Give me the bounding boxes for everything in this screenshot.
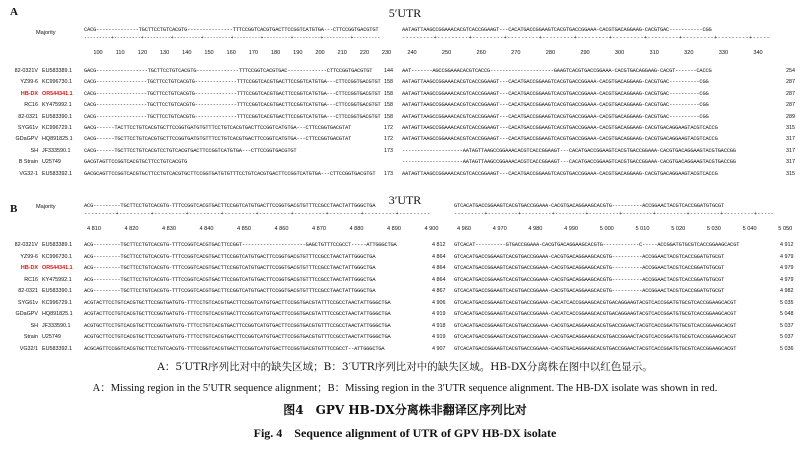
left-sequence: ACGTACTTCCTGTCACGTGCTTCCGGTGATGTG-TTTCCTGTCACGTGACTTCCGGTCATGTGACTTCCGGTGACGTATTTCCGCCTAACTATTGGGCTGA [84, 311, 391, 318]
strain-name: HB-DX [20, 90, 38, 97]
strain-name: SYG61v [17, 124, 38, 131]
strain-name: VG32-1 [19, 170, 38, 177]
alignment-row [0, 298, 810, 310]
left-end-position: 172 [384, 124, 393, 131]
ruler-label: 260 [476, 50, 486, 56]
left-end-position: 173 [384, 147, 393, 154]
left-end-position: 4 919 [432, 311, 446, 318]
right-sequence: --------------------AATAGTTAAGCCGGAAACACGTCACCGGAAGT---CACATGACCGGAAGTCACGTGACCGGAAA-CACGTGACAGGAAGTACGTGACCGG [402, 147, 736, 154]
ruler-label: 140 [182, 50, 192, 56]
ruler-label: 4 880 [349, 226, 364, 232]
right-end-position: 254 [786, 68, 795, 74]
left-sequence: ACGTGCTTCCTGTCACGTGCTTCCGGTGATGTG-TTTCCTGTCACGTGACTTCCGGTCATGTGACTTCCGGTGACGTGTTTCCGCCTAACTATTGGGCTGA [84, 334, 391, 341]
left-end-position: 4 907 [432, 345, 446, 352]
left-sequence: GACG------TACTTCCTGTCACGTGCTTCCGGTGATGTGTTTCCTGTCACGTGACTTCCGGTCATGTGA---CTTCCGGTGACGTAT [84, 124, 352, 131]
left-sequence: ACG---------TGCTTCCTGTCACGTG-TTTCCGGTCACGTGACTTCCGGTCATGTGACTTCCGGTGACGTGTTTCCGCCTAACTATTGGGCTGA [84, 253, 376, 260]
accession-number: KC996729.1 [42, 124, 72, 131]
strain-name: B Strain [18, 159, 38, 166]
left-end-position: 158 [384, 79, 393, 86]
right-end-position: 289 [786, 113, 795, 120]
panel-a-right-majority: AATAGTTAAGCCGGAAACACGTCACCGGAAGT---CACATGACCGGAAGTCACGTGACCGGAAA-CACGTGACAGGAAG-CACGTGAC-----------CGG [402, 27, 712, 33]
alignment-row [0, 332, 810, 344]
accession-number: U25749 [42, 334, 61, 341]
left-end-position: 173 [384, 170, 393, 177]
accession-number: OR544341.1 [42, 90, 73, 97]
right-sequence: AATAGTTAAGCCGGAAACACGTCACCGGAAGT---CACATGACCGGAAGTCACGTGACCGGAAA-CACGTGACAGGAAG-CACGTGAC----------CGG [402, 79, 709, 86]
ruler-label: 160 [226, 50, 236, 56]
left-sequence: ACGCAGTTCCGGTCACGTGCTTCCTGTCACGTG-TTTCCGGTCACGTGACTTCCGGTCATGTGACTTCCGGTGACGTGTTTCCGCCT--ATTGGGCTGA [84, 345, 385, 352]
ruler-label: 4 960 [457, 226, 471, 232]
ruler-label: 280 [545, 50, 556, 56]
accession-number: EU583389.1 [42, 68, 72, 74]
accession-number: KY475992.1 [42, 102, 72, 109]
ruler-label: 270 [511, 50, 521, 56]
right-sequence: AATAGTTAAGCCGGAAACACGTCACCGGAAGT---CACATGACCGGAAGTCACGTGACCGGAAA-CACGTGACAGGAAG-CACGTGACAGGAAGTACGTCACCG [402, 170, 718, 177]
right-end-position: 287 [786, 90, 795, 97]
right-end-position: 4 982 [780, 288, 794, 295]
left-sequence: ACG---------TGCTTCCTGTCACGTG-TTTCCGGTCACGTGACTTCCGGTCATGTGACTTCCGGTGACGTGTTTCCGCCTAACTATTGGGCTGA [84, 276, 376, 283]
panel-b-alignment [0, 240, 810, 355]
strain-name: 82-0321V [14, 68, 38, 74]
panel-a-left-ruler-ticks: ---------+---------+---------+---------+---------+---------+---------+---------+---------+--------- [84, 34, 381, 41]
strain-name: VG32/1 [19, 345, 38, 352]
alignment-row [0, 309, 810, 321]
left-end-position: 144 [384, 68, 393, 74]
panel-a-majority-label: Majority [36, 30, 56, 36]
left-sequence: CACG------TGCTTCCTGTCACGTGCTTCCGGTGATGTGTTTCCTGTCACGTGACTTCCGGTCATGTGA---CTTCCGGTGACGTAT [84, 136, 352, 143]
right-sequence: GTCACATGACCGGAAGTCACGTGACCGGAAA-CACGTGACAGGAAGCACGTG----------ACCGGAACTACGTCACCGGATGTGCGT [454, 265, 725, 272]
alignment-row [0, 263, 810, 275]
left-sequence: ACG---------TGCTTCCTGTCACGTG-TTTCCGGTCACGTGACTTCCGGT---------------------GAGCTGTTTCCGCCT-----ATTGGGCTGA [84, 242, 397, 248]
left-sequence: GACG-----------------TGCTTCCTGTCACGTG--------------TTTCCGGTCACGTGAC-------------CTTCCGGTGACGTGT [84, 68, 373, 74]
accession-number: HQ891825.1 [42, 311, 73, 318]
accession-number: JF333590.1 [42, 322, 71, 329]
ruler-label: 170 [248, 50, 259, 56]
right-sequence: GTCACATGACCGGAAGTCACGTGACCGGAAA-CACGTGACAGGAAGCACGTGACCGGAACTACGTCACCGGATGTGCGTCACCGGAAGCACGT [454, 345, 737, 352]
ruler-label: 100 [93, 50, 103, 56]
figure-title-zh: 图4 GPV HB-DX分离株非翻译区序列比对 [283, 403, 527, 417]
ruler-label: 300 [614, 50, 625, 56]
ruler-label: 180 [270, 50, 281, 56]
left-end-position: 172 [384, 136, 393, 143]
strain-name: Strain [23, 334, 38, 341]
right-end-position: 287 [786, 102, 795, 109]
right-end-position: 5 036 [780, 345, 794, 352]
strain-name: YZ99-6 [20, 253, 38, 260]
panel-a-right-ruler [0, 50, 810, 60]
right-end-position: 317 [786, 147, 795, 154]
ruler-label: 110 [115, 50, 125, 56]
ruler-label: 220 [359, 50, 370, 56]
right-sequence: AATAGTTAAGCCGGAAACACGTCACCGGAAGT---CACATGACCGGAAGTCACGTGACCGGAAA-CACGTGACAGGAAG-CACGTGACAGGAAGTACGTCACCG [402, 124, 718, 131]
accession-number: JF333590.1 [42, 147, 71, 154]
ruler-label: 240 [407, 50, 417, 56]
panel-b-title: 3′UTR [388, 193, 422, 207]
alignment-row [0, 344, 810, 356]
left-end-position: 4 906 [432, 299, 446, 306]
left-end-position: 158 [384, 102, 393, 109]
accession-number: EU583389.1 [42, 242, 72, 248]
alignment-row [0, 321, 810, 333]
ruler-label: 5 040 [742, 226, 757, 232]
strain-name: RC16 [24, 276, 38, 283]
strain-name: SH [30, 147, 38, 154]
figure-title-en: Fig. 4 Sequence alignment of UTR of GPV HB-DX isolate [253, 426, 557, 440]
strain-name: GDaGPV [15, 311, 38, 318]
left-sequence: ACG---------TGCTTCCTGTCACGTG-TTTCCGGTCACGTGACTTCCGGTCATGTGACTTCCGGTGACGTGTTTCCGCCTAACTATTGGGCTGA [84, 288, 376, 295]
ruler-label: 4 850 [237, 226, 251, 232]
ruler-label: 310 [649, 50, 659, 56]
strain-name: 82-0321V [14, 242, 38, 248]
ruler-label: 4 860 [274, 226, 289, 232]
accession-number: KC996730.1 [42, 253, 72, 260]
strain-name: SYG61v [17, 299, 38, 306]
accession-number: EU583390.1 [42, 288, 72, 295]
ruler-label: 4 890 [387, 226, 401, 232]
accession-number: KC996730.1 [42, 79, 72, 86]
left-end-position: 4 864 [432, 265, 446, 272]
ruler-label: 4 830 [162, 226, 176, 232]
accession-number: U25749 [42, 159, 61, 166]
accession-number: EU583392.1 [42, 345, 72, 352]
left-end-position: 4 812 [432, 242, 446, 248]
ruler-label: 250 [441, 50, 452, 56]
ruler-label: 190 [293, 50, 303, 56]
alignment-row [0, 89, 810, 100]
panel-b-right-ruler-ticks: ---------+---------+---------+---------+---------+---------+---------+---------+---------+----- [454, 210, 775, 217]
caption-zh-legend: A：5′UTR序列比对中的缺失区域；B：3′UTR序列比对中的缺失区域。HB-DX分离株在图中以红色显示。 [157, 361, 653, 373]
right-sequence: GTCACAT----------GTGACCGGAAA-CACGTGACAGGAAGCACGTG------------C-----ACCGGATGTGCGTCACCGGAAGCACGT [454, 242, 740, 248]
left-sequence: ACGTACTTCCTGTCACGTGCTTCCGGTGATGTG-TTTCCTGTCACGTGACTTCCGGTCATGTGACTTCCGGTGACGTATTTCCGCCTAACTATTGGGCTGA [84, 299, 391, 306]
strain-name: SH [30, 322, 38, 329]
ruler-label: 150 [204, 50, 214, 56]
alignment-row [0, 112, 810, 123]
left-end-position: 4 864 [432, 253, 446, 260]
right-end-position: 5 048 [780, 311, 794, 318]
right-sequence: AATAGTTAAGCCGGAAACACGTCACCGGAAGT---CACATGACCGGAAGTCACGTGACCGGAAA-CACGTGACAGGAAG-CACGTGACAGGAAGTACGTCACCG [402, 136, 718, 143]
panel-a-letter: A [10, 6, 18, 18]
panel-b-left-ruler-ticks: ---------+---------+---------+---------+---------+---------+---------+---------+---------+--------- [84, 210, 431, 217]
right-sequence: AATAGTTAAGCCGGAAACACGTCACCGGAAGT---CACATGACCGGAAGTCACGTGACCGGAAA-CACGTGACAGGAAG-CACGTGAC----------CGG [402, 113, 709, 120]
right-sequence: GTCACATGACCGGAAGTCACGTGACCGGAAA-CACGTGACAGGAAGCACGTG----------ACCGGAACTACGTCACCGGATGTGCGT [454, 253, 725, 260]
left-sequence: ACG---------TGCTTCCTGTCACGTG-TTTCCGGTCACGTGACTTCCGGTCATGTGACTTCCGGTGACGTGTTTCCGCCTAACTATTGGGCTGA [84, 265, 376, 272]
left-end-position: 158 [384, 113, 393, 120]
accession-number: HQ891825.1 [42, 136, 73, 143]
right-end-position: 5 035 [780, 299, 794, 306]
right-sequence: AATAGTTAAGCCGGAAACACGTCACCGGAAGT---CACATGACCGGAAGTCACGTGACCGGAAA-CACGTGACAGGAAG-CACGTGAC----------CGG [402, 102, 709, 109]
left-end-position: 4 867 [432, 288, 446, 295]
ruler-label: 130 [159, 50, 170, 56]
panel-a-title: 5′UTR [388, 6, 422, 20]
ruler-label: 4 870 [312, 226, 326, 232]
alignment-row [0, 157, 810, 168]
right-end-position: 5 037 [780, 322, 794, 329]
strain-name: 82-0321 [18, 113, 38, 120]
left-sequence: CACG-----------------TGCTTCCTGTCACGTG--------------TTTCCGGTCACGTGACTTCCGGTCATGTGA---CTTCCGGTGACGTGT [84, 102, 381, 109]
panel-a-alignment [0, 66, 810, 180]
alignment-row [0, 146, 810, 157]
ruler-label: 120 [137, 50, 148, 56]
right-end-position: 4 979 [780, 265, 794, 272]
accession-number: EU583390.1 [42, 113, 72, 120]
ruler-label: 5 010 [635, 226, 650, 232]
ruler-label: 4 840 [199, 226, 214, 232]
right-sequence: GTCACATGACCGGAAGTCACGTGACCGGAAA-CACGTGACAGGAAGCACGTGACCGGAACTACGTCACCGGATGTGCGTCACCGGAAGCACGT [454, 334, 737, 341]
left-sequence: GACGCAGTTCCGGTCACGTGCTTCCTGTCACGTGCTTCCGGTGATGTGTTTCCTGTCACGTGACTTCCGGTCATGTGA---CTTCCGGTGACGTGT [84, 170, 376, 177]
strain-name: RC16 [24, 102, 38, 109]
ruler-label: 320 [684, 50, 694, 56]
panel-a-left-majority: CACG--------------TGCTTCCTGTCACGTG---------------TTTCCGGTCACGTGACTTCCGGTCATGTGA---CTTCCGGTGACGTGT [84, 27, 379, 33]
panel-b-right-ruler [0, 226, 810, 236]
left-sequence: GACGTAGTTCCGGTCACGTGCTTCCTGTCACGTG [84, 159, 188, 166]
right-end-position: 5 037 [780, 334, 794, 341]
right-sequence: GTCACATGACCGGAAGTCACGTGACCGGAAA-CACATCACCGGAAGCACGTGACAGGAAGTACGTCACCGGATGTGCGTCACCGGAAGCACGT [454, 299, 737, 306]
panel-b-left-majority: ACG---------TGCTTCCTGTCACGTG-TTTCCGGTCACGTGACTTCCGGTCATGTGACTTCCGGTGACGTGTTTCCGCCTAACTATTGGGCTGA [84, 203, 376, 209]
alignment-row [0, 123, 810, 134]
ruler-label: 5 020 [671, 226, 686, 232]
left-end-position: 158 [384, 90, 393, 97]
alignment-row [0, 169, 810, 180]
accession-number: KC996729.1 [42, 299, 72, 306]
right-end-position: 287 [786, 79, 795, 86]
strain-name: YZ99-6 [20, 79, 38, 86]
ruler-label: 230 [381, 50, 392, 56]
right-end-position: 317 [786, 159, 795, 166]
ruler-label: 5 030 [706, 226, 721, 232]
alignment-row [0, 286, 810, 298]
right-sequence: AATAGTTAAGCCGGAAACACGTCACCGGAAGT---CACATGACCGGAAGTCACGTGACCGGAAA-CACGTGACAGGAAG-CACGTGAC----------CGG [402, 90, 709, 97]
left-sequence: CACG-----------------TGCTTCCTGTCACGTG--------------TTTCCGGTCACGTGACTTCCGGTCATGTGA---CTTCCGGTGACGTGT [84, 79, 381, 86]
right-sequence: --------------------AATAGTTAAGCCGGAAACACGTCACCGGAAGT---CACATGACCGGAAGTCACGTGACCGGAAA-CACGTGACAGGAAGTACGTGACCGG [402, 159, 736, 166]
left-end-position: 4 864 [432, 276, 446, 283]
right-end-position: 315 [786, 170, 795, 177]
alignment-row [0, 66, 810, 77]
right-end-position: 4 979 [780, 276, 794, 283]
alignment-row [0, 100, 810, 111]
right-end-position: 4 912 [780, 242, 794, 248]
alignment-row [0, 77, 810, 88]
left-sequence: CACG-----------------TGCTTCCTGTCACGTG--------------TTTCCGGTCACGTGACTTCCGGTCATGTGA---CTTCCGGTGACGTGT [84, 113, 381, 120]
accession-number: KY475992.1 [42, 276, 72, 283]
right-sequence: GTCACATGACCGGAAGTCACGTGACCGGAAA-CACATCACCGGAAGCACGTGACAGGAAGTACGTCACCGGATGTGCGTCACCGGAAGCACGT [454, 311, 737, 318]
right-sequence: AAT-------AGCCGGAAACACGTCACCG---------------------GAAGTCACGTGACCGGAAA-CACGTGACAGGAAG-CACGT-------CACCG [402, 68, 712, 74]
ruler-label: 5 050 [778, 226, 793, 232]
left-sequence: ACGTGCTTCCTGTCACGTGCTTCCGGTGATGTG-TTTCCTGTCACGTGACTTCCGGTCATGTGACTTCCGGTGACGTGTTTCCGCCTAACTATTGGGCTGA [84, 322, 391, 329]
right-sequence: GTCACATGACCGGAAGTCACGTGACCGGAAA-CACGTGACAGGAAGCACGTG----------ACCGGAACTACGTCACCGGATGTGCGT [454, 288, 725, 295]
ruler-label: 4 820 [124, 226, 139, 232]
right-end-position: 315 [786, 124, 795, 131]
right-end-position: 4 979 [780, 253, 794, 260]
ruler-label: 330 [718, 50, 729, 56]
ruler-label: 210 [337, 50, 347, 56]
left-sequence: CACG------TGCTTCCTGTCACGTCCTGTCACGTGACTTCCGGTCATGTGA---CTTCCGGTGACGTGT [84, 147, 297, 154]
panel-a-right-ruler-ticks: ---------+---------+---------+---------+---------+---------+---------+---------+---------+---------+----- [402, 34, 771, 41]
strain-name: 82-0321 [18, 288, 38, 295]
right-sequence: GTCACATGACCGGAAGTCACGTGACCGGAAA-CACGTGACAGGAAGCACGTG----------ACCGGAACTACGTCACCGGATGTGCGT [454, 276, 725, 283]
ruler-label: 200 [315, 50, 325, 56]
accession-number: OR544341.1 [42, 265, 73, 272]
ruler-label: 5 000 [599, 226, 614, 232]
panel-b-majority-label: Majority [36, 204, 56, 210]
alignment-row [0, 240, 810, 252]
left-end-position: 4 918 [432, 322, 446, 329]
right-sequence: GTCACATGACCGGAAGTCACGTGACCGGAAA-CACGTGACAGGAAGCACGTGACCGGAACTACGTCACCGGATGTGCGTCACCGGAAGCACGT [454, 322, 737, 329]
caption-en-legend: A：Missing region in the 5′UTR sequence alignment；B：Missing region in the 3′UTR sequence alignment. The HB-DX isolate was shown in red. [92, 383, 718, 394]
accession-number: EU583392.1 [42, 170, 72, 177]
alignment-row [0, 275, 810, 287]
ruler-label: 4 970 [492, 226, 507, 232]
ruler-label: 340 [753, 50, 763, 56]
strain-name: GDaGPV [15, 136, 38, 143]
ruler-label: 4 900 [424, 226, 439, 232]
ruler-label: 4 810 [87, 226, 101, 232]
strain-name: HB-DX [20, 265, 38, 272]
panel-b-letter: B [10, 203, 18, 215]
ruler-label: 290 [580, 50, 590, 56]
ruler-label: 4 990 [564, 226, 579, 232]
alignment-row [0, 252, 810, 264]
right-end-position: 317 [786, 136, 795, 143]
left-sequence: CACG-----------------TGCTTCCTGTCACGTG--------------TTTCCGGTCACGTGACTTCCGGTCATGTGA---CTTCCGGTGACGTGT [84, 90, 381, 97]
left-end-position: 4 919 [432, 334, 446, 341]
alignment-row [0, 134, 810, 145]
ruler-label: 4 980 [528, 226, 543, 232]
panel-b-right-majority: GTCACATGACCGGAAGTCACGTGACCGGAAA-CACGTGACAGGAAGCACGTG----------ACCGGAACTACGTCACCGGATGTGCGT [454, 203, 725, 209]
